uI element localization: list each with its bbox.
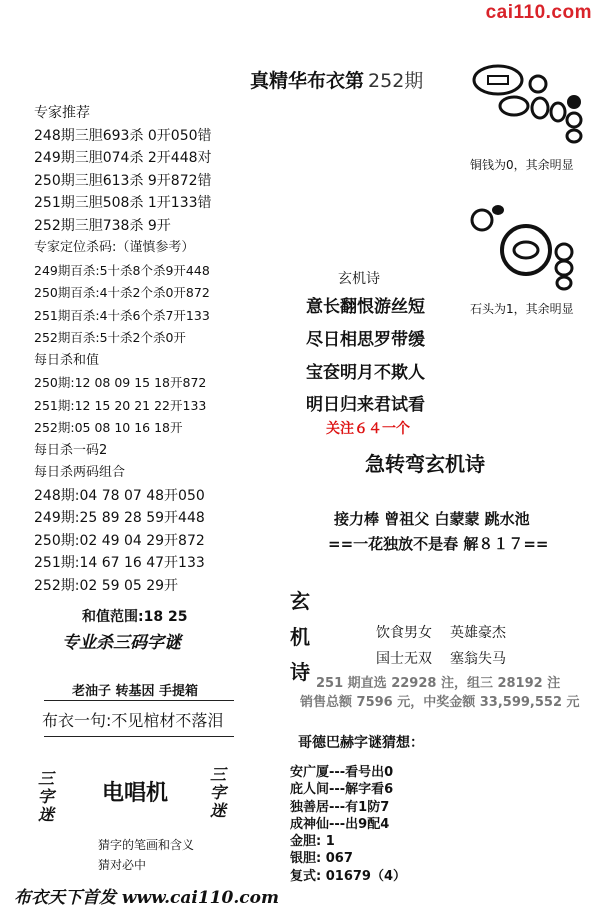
buyi-sentence: 布衣一句:不见棺材不落泪 bbox=[42, 711, 224, 730]
coins-drawing bbox=[462, 58, 592, 150]
relay-words: 接力棒 曾祖父 白蒙蒙 跳水池 bbox=[334, 510, 530, 528]
goldbach-item: 独善居---有1防7 bbox=[290, 799, 390, 815]
sum-kill-item: 252期:05 08 10 16 18开 bbox=[34, 420, 183, 435]
stones-drawing bbox=[468, 200, 594, 292]
goldbach-item: 安广厦---看号出0 bbox=[290, 765, 394, 780]
divider bbox=[44, 700, 234, 701]
vertical-label-char: 诗 bbox=[290, 660, 310, 684]
positional-kill-item: 250期百杀:4十杀2个杀0开872 bbox=[34, 285, 210, 300]
expert-item: 249期三胆074杀 2开448对 bbox=[34, 150, 212, 166]
idiom: 塞翁失马 bbox=[450, 651, 506, 667]
riddle-answer: 电唱机 bbox=[102, 780, 169, 806]
follow-line: 关注６４一个 bbox=[326, 421, 410, 437]
goldbach-list bbox=[290, 764, 406, 885]
two-code-item: 251期:14 67 16 47开133 bbox=[34, 555, 205, 571]
divider bbox=[44, 736, 234, 737]
page-title bbox=[250, 66, 423, 93]
vertical-label-char: 玄 bbox=[290, 589, 310, 613]
footer: 布衣天下首发 www.cai110.com bbox=[14, 888, 279, 908]
kill-one-code: 每日杀一码2 bbox=[34, 442, 108, 458]
expert-heading: 专家推荐 bbox=[34, 105, 90, 121]
two-code-item: 248期:04 78 07 48开050 bbox=[34, 487, 205, 504]
goldbach-title: 哥德巴赫字谜猜想： bbox=[298, 735, 424, 751]
idiom: 英雄豪杰 bbox=[450, 625, 506, 641]
sharp-turn-heading: 急转弯玄机诗 bbox=[365, 452, 485, 476]
sum-kill-item: 250期:12 08 09 15 18开872 bbox=[34, 375, 207, 390]
expert-item: 248期三胆693杀 0开050错 bbox=[34, 127, 212, 144]
coins-caption: 铜钱为0，其余明显 bbox=[470, 158, 574, 172]
positional-kill-item: 249期百杀:5十杀8个杀9开448 bbox=[34, 262, 210, 278]
idiom: 国士无双 bbox=[376, 651, 432, 667]
two-code-item: 249期:25 89 28 59开448 bbox=[34, 510, 205, 526]
goldbach-item: 复式: 01679（4） bbox=[290, 868, 406, 884]
flower-line: ==一花独放不是春 解８１７== bbox=[328, 535, 549, 553]
poem-line: 明日归来君试看 bbox=[306, 395, 425, 415]
expert-item: 251期三胆508杀 1开133错 bbox=[34, 195, 212, 211]
positional-kill-heading: 专家定位杀码:（谨慎参考） bbox=[34, 240, 195, 255]
riddle-side-left: 三字迷 bbox=[38, 769, 55, 824]
goldbach-item: 金胆: 1 bbox=[290, 834, 335, 850]
poem-title: 玄机诗 bbox=[338, 271, 380, 287]
two-code-item: 250期:02 49 04 29开872 bbox=[34, 532, 205, 549]
left-column bbox=[34, 102, 212, 597]
two-code-heading: 每日杀两码组合 bbox=[34, 465, 126, 480]
expert-item: 250期三胆613杀 9开872错 bbox=[34, 172, 212, 189]
sales-line: 251 期直选 22928 注，组三 28192 注 bbox=[316, 676, 561, 691]
title-main: 真精华布衣第 bbox=[250, 70, 365, 92]
riddle-note: 猜字的笔画和含义 bbox=[98, 838, 195, 852]
gene-line: 老油子 转基因 手提箱 bbox=[72, 684, 199, 699]
idiom: 饮食男女 bbox=[376, 625, 432, 641]
goldbach-item: 银胆: 067 bbox=[290, 851, 353, 867]
goldbach-item: 庇人间---解字看6 bbox=[290, 782, 394, 798]
two-code-item: 252期:02 59 05 29开 bbox=[34, 577, 179, 594]
positional-kill-item: 251期百杀:4十杀6个杀7开133 bbox=[34, 307, 210, 323]
stones-caption: 石头为1，其余明显 bbox=[470, 302, 574, 316]
sales-line: 销售总额 7596 元，中奖金额 33,599,552 元 bbox=[300, 695, 580, 710]
riddle-note: 猜对必中 bbox=[98, 858, 147, 872]
vertical-label-char: 机 bbox=[290, 625, 310, 649]
expert-item: 252期三胆738杀 9开 bbox=[34, 217, 171, 234]
riddle-side-right: 三字迷 bbox=[210, 765, 227, 820]
poem-line: 尽日相思罗带缓 bbox=[306, 330, 425, 350]
sum-kill-heading: 每日杀和值 bbox=[34, 352, 100, 368]
goldbach-item: 成神仙---出9配4 bbox=[290, 816, 390, 832]
sum-kill-item: 251期:12 15 20 21 22开133 bbox=[34, 397, 207, 413]
title-issue: 252期 bbox=[368, 70, 424, 92]
sum-range: 和值范围:18 25 bbox=[82, 609, 188, 625]
pro-riddle-heading: 专业杀三码字谜 bbox=[62, 633, 181, 653]
poem-line: 宝奁明月不欺人 bbox=[306, 363, 425, 383]
poem-line: 意长翻恨游丝短 bbox=[306, 297, 425, 317]
positional-kill-item: 252期百杀:5十杀2个杀0开 bbox=[34, 330, 186, 345]
site-logo: cai110.com bbox=[485, 2, 592, 23]
